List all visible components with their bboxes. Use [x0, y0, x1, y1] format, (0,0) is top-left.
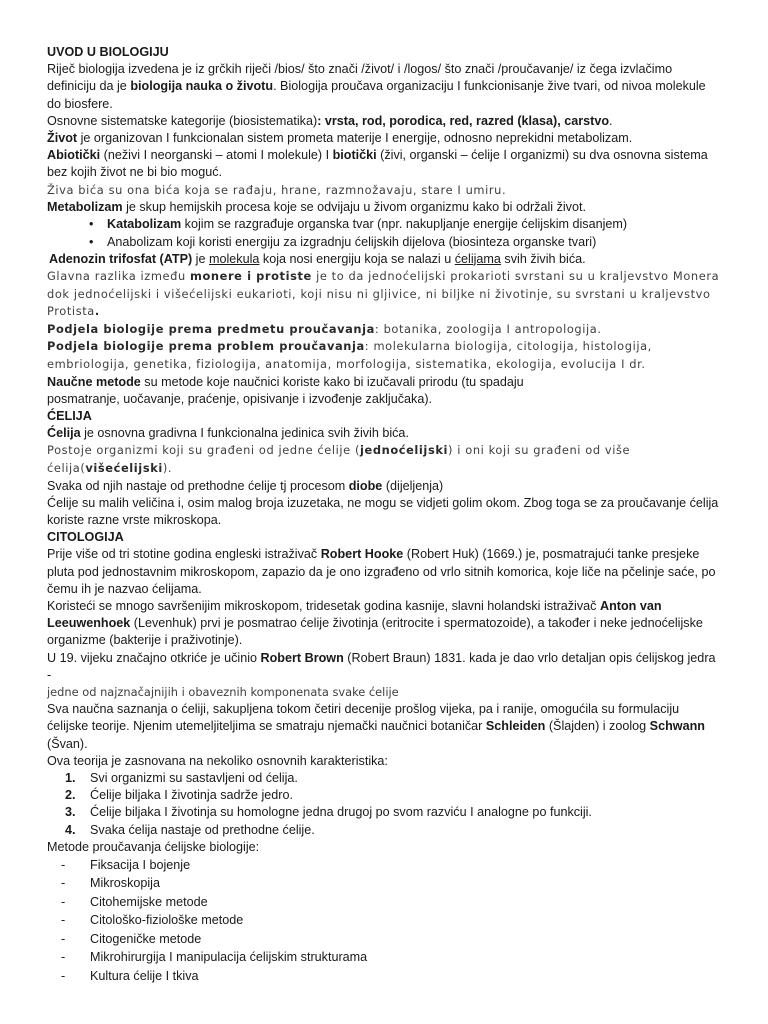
heading-celija: ĆELIJA: [47, 409, 92, 423]
citologija-paragraph-hooke: [47, 546, 721, 598]
intro-paragraph-subject: [47, 321, 721, 339]
emphasis: biologija nauka o životu: [130, 79, 274, 94]
text: Svi organizmi su sastavljeni od ćelija.: [90, 771, 298, 786]
text: Ćelije biljaka I životinja sadrže jedro.: [90, 788, 293, 803]
list-item: [61, 893, 721, 911]
list-item: [89, 216, 721, 233]
text: Riječ biologija izvedena je iz grčkih riječi /bios/ što znači /život/ i /logos/ što znači /proučavanje/ iz čega izvlačimo definiciju da je: [47, 62, 673, 94]
text: (živi, organski – ćelije I organizmi) su dva osnovna sistema bez kojih život ne bi bio moguć.: [47, 148, 708, 180]
emphasis: biotički: [332, 148, 377, 163]
citologija-paragraph-theory-intro: Ova teorija je zasnovana na nekoliko osnovnih karakteristika:: [47, 753, 388, 768]
underlined-term: ćelijama: [454, 251, 501, 266]
text: U 19. vijeku značajno otkriće je učinio: [47, 650, 261, 665]
emphasis: : vrsta, rod, porodica, red, razred (klasa), carstvo: [317, 113, 610, 128]
list-number: 2.: [65, 788, 76, 803]
intro-paragraph-categories: [47, 113, 721, 130]
text: Fiksacija I bojenje: [90, 858, 191, 873]
citologija-paragraph-leeuwenhoek: [47, 598, 721, 650]
intro-paragraph-methods: [47, 374, 721, 408]
citologija-paragraph-theory: [47, 701, 721, 753]
intro-paragraph-problem: [47, 338, 721, 373]
list-item: [61, 856, 721, 874]
emphasis: Robert Brown: [260, 650, 344, 665]
text: : molekularna biologija, citologija, histologija, embriologija, genetika, fiziologija, anatomija, morfologija, sistematika, ekologija, evolucija I dr.: [47, 339, 652, 371]
intro-paragraph-living: Živa bića su ona bića koja se rađaju, hrane, razmnožavaju, stare I umiru.: [47, 182, 507, 197]
text: (Švan).: [47, 736, 88, 751]
intro-paragraph-life: [47, 130, 721, 147]
celija-paragraph-size: Ćelije su malih veličina i, osim malog broja izuzetaka, ne mogu se vidjeti golim okom. Zbog toga se za proučavanje ćelija koriste razne vrste mikroskopa.: [47, 495, 719, 527]
emphasis: Abiotički: [47, 148, 101, 163]
text: (neživi I neorganski – atomi I molekule) I: [100, 148, 333, 163]
methods-list: [47, 856, 721, 985]
methods-title: Metode proučavanja ćelijske biologije:: [47, 839, 260, 854]
list-item: [61, 930, 721, 948]
intro-paragraph-metabolism: [47, 199, 721, 216]
text: Sva naučna saznanja o ćeliji, sakupljena tokom četiri decenije prošlog vijeka, pa i ranije, omogućila su formulaciju ćelijske teorije. Njenim utemeljiteljima se smatraju njemački naučnici botaničar: [47, 702, 680, 734]
list-number: 1.: [65, 771, 76, 786]
emphasis: diobe: [348, 478, 383, 493]
theory-list: [47, 770, 721, 839]
list-item: [61, 874, 721, 892]
text: ).: [162, 461, 173, 475]
text: ) i oni koji su građeni od više ćelija(: [47, 443, 631, 475]
text: Citohemijske metode: [90, 894, 208, 909]
text: posmatranje, uočavanje, praćenje, opisivanje i izvođenje zaključaka).: [47, 391, 433, 406]
text: Citološko-fiziološke metode: [90, 913, 244, 928]
intro-paragraph-atp: [47, 251, 721, 268]
text: su metode koje naučnici koriste kako bi izučavali prirodu (tu spadaju: [140, 374, 524, 389]
emphasis: .: [94, 304, 100, 319]
emphasis: Schleiden: [485, 719, 546, 734]
list-item: [65, 804, 721, 821]
dash-icon: -: [61, 950, 66, 965]
list-item: [61, 911, 721, 929]
emphasis: Katabolizam: [107, 217, 182, 232]
emphasis: Robert Hooke: [320, 547, 404, 562]
text: Prije više od tri stotine godina engleski istraživač: [47, 547, 321, 562]
emphasis: monere i protiste: [190, 269, 312, 284]
text: Svaka od njih nastaje od prethodne ćelije tj procesom: [47, 478, 349, 493]
text: Svaka ćelija nastaje od prethodne ćelije.: [90, 822, 315, 837]
emphasis: Metabolizam: [47, 200, 123, 215]
text: je to da jednoćelijski prokarioti svrstani su u kraljevstvo Monera dok jednoćelijski i višećelijski eukarioti, koji nisu ni gljivice, ni biljke ni životinje, su svrstani u kraljevstvo Protista: [47, 269, 720, 319]
text: . Biologija proučava organizaciju I funkcionisanje žive tvari, od nivoa molekule do biosfere.: [47, 79, 706, 111]
text: (Šlajden) i zoolog: [545, 719, 650, 734]
emphasis: Podjela biologije prema problem proučavanja: [47, 339, 365, 354]
celija-paragraph-division: [47, 478, 721, 495]
emphasis: Podjela biologije prema predmetu proučavanja: [47, 321, 375, 336]
text: Koristeći se mnogo savršenijim mikroskopom, tridesetak godina kasnije, slavni holandski istraživač: [47, 599, 600, 614]
text: Mikrohirurgija I manipulacija ćelijskim strukturama: [90, 950, 368, 965]
list-item: [61, 967, 721, 985]
dash-icon: -: [61, 968, 66, 983]
text: Osnovne sistematske kategorije (biosistematika): [47, 113, 318, 128]
celija-paragraph-definition: [47, 425, 721, 442]
citologija-paragraph-brown: [47, 650, 721, 702]
list-item: [65, 822, 721, 839]
emphasis: Schwann: [649, 719, 705, 734]
dash-icon: -: [61, 931, 66, 946]
text: (dijeljenja): [382, 478, 444, 493]
heading-citologija: CITOLOGIJA: [47, 530, 124, 545]
text: (Robert Huk) (1669.) je, posmatrajući tanke presjeke pluta pod jednostavnim mikroskopom, zapazio da je ono izgrađeno od vrlo sitnih komorica, koje liče na pčelinje saće, po čemu ih je nazvao ćelijama.: [47, 547, 716, 596]
list-item: [65, 787, 721, 804]
bullet-icon: •: [89, 217, 94, 232]
text: je organizovan I funkcionalan sistem prometa materije I energije, odnosno neprekidni metabolizam.: [77, 131, 633, 146]
emphasis: Ćelija: [47, 426, 81, 441]
text: Ćelije biljaka I životinja su homologne jedna drugoj po svom razviću I analogne po funkciji.: [90, 805, 592, 820]
text: Mikroskopija: [90, 876, 160, 891]
text: (Levenhuk) prvi je posmatrao ćelije životinja (eritrocite i spermatozoide), a također i neke jednoćelijske organizme (bakterije i praživotinje).: [47, 616, 703, 648]
dash-icon: -: [61, 894, 66, 909]
text: Kultura ćelije I tkiva: [90, 968, 199, 983]
list-number: 3.: [65, 805, 76, 820]
emphasis: višećelijski: [85, 461, 163, 475]
metabolism-list: [47, 216, 721, 250]
emphasis: Anton van Leeuwenhoek: [47, 599, 662, 631]
emphasis: Adenozin trifosfat (ATP): [49, 251, 193, 266]
text: kojim se razgrađuje organska tvar (npr. nakupljanje energije ćelijskim disanjem): [181, 217, 628, 232]
text: Citogeničke metode: [90, 931, 202, 946]
intro-paragraph-monera: [47, 268, 721, 321]
emphasis: Naučne metode: [47, 374, 141, 389]
heading-intro: UVOD U BIOLOGIJU: [47, 45, 169, 59]
intro-paragraph-abiotic: [47, 147, 721, 181]
dash-icon: -: [61, 858, 66, 873]
celija-paragraph-organisms: [47, 442, 721, 477]
intro-paragraph-etymology: [47, 61, 721, 113]
list-item: [65, 770, 721, 787]
underlined-term: molekula: [209, 251, 260, 266]
text: jedne od najznačajnijih i obaveznih komponenata svake ćelije: [47, 685, 399, 700]
text: Glavna razlika između: [47, 269, 191, 284]
dash-icon: -: [61, 876, 66, 891]
list-item: [61, 948, 721, 966]
list-item: [89, 234, 721, 251]
text: je: [192, 251, 209, 266]
text: je osnovna gradivna I funkcionalna jedinica svih živih bića.: [80, 426, 409, 441]
text: Postoje organizmi koji su građeni od jedne ćelije (: [47, 443, 361, 458]
dash-icon: -: [61, 913, 66, 928]
text: : botanika, zoologija I antropologija.: [374, 321, 602, 336]
emphasis: Život: [47, 131, 78, 146]
list-number: 4.: [65, 822, 76, 837]
text: je skup hemijskih procesa koje se odvijaju u živom organizmu kako bi održali život.: [122, 200, 586, 215]
bullet-icon: •: [89, 234, 94, 249]
text: (Robert Braun) 1831. kada je dao vrlo detaljan opis ćelijskog jedra -: [47, 650, 716, 682]
text: Anabolizam koji koristi energiju za izgradnju ćelijskih dijelova (biosinteza organske tvari): [107, 234, 597, 249]
text: koja nosi energiju koja se nalazi u: [259, 251, 455, 266]
text: .: [609, 113, 613, 128]
text: svih živih bića.: [500, 251, 586, 266]
emphasis: jednoćelijski: [360, 443, 448, 458]
